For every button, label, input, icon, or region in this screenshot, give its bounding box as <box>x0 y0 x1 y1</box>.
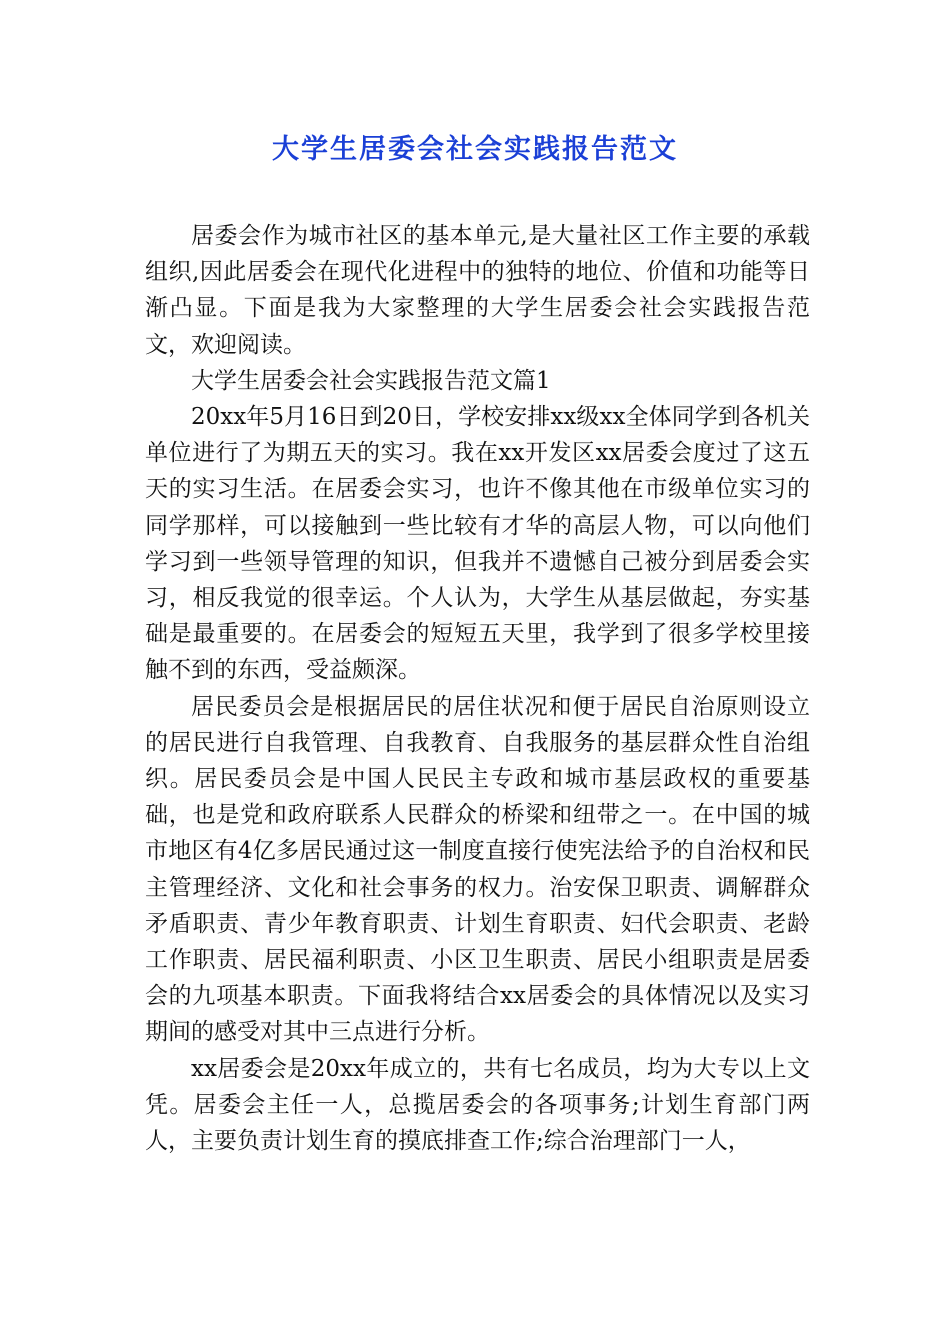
paragraph-section-heading: 大学生居委会社会实践报告范文篇1 <box>191 367 551 394</box>
paragraph-committee-duties: 居民委员会是根据居民的居住状况和便于居民自治原则设立的居民进行自我管理、自我教育、自我服务的基层群众性自治组织。居民委员会是中国人民民主专政和城市基层政权的重要基础，也是党和政府联系人民群众的桥梁和纽带之一。在中国的城市地区有4亿多居民通过这一制度直接行使宪法给予的自治权和民主管理经济、文化和社会事务的权力。治安保卫职责、调解群众矛盾职责、青少年教育职责、计划生育职责、妇代会职责、老龄工作职责、居民福利职责、小区卫生职责、居民小组职责是居委会的九项基本职责。下面我将结合xx居委会的具体情况以及实习期间的感受对其中三点进行分析。 <box>145 693 810 1046</box>
paragraph-committee-members: xx居委会是20xx年成立的，共有七名成员，均为大专以上文凭。居委会主任一人，总揽居委会的各项事务;计划生育部门两人，主要负责计划生育的摸底排查工作;综合治理部门一人， <box>145 1055 810 1155</box>
paragraph-internship: 20xx年5月16日到20日，学校安排xx级xx全体同学到各机关单位进行了为期五天的实习。我在xx开发区xx居委会度过了这五天的实习生活。在居委会实习，也许不像其他在市级单位实习的同学那样，可以接触到一些比较有才华的高层人物，可以向他们学习到一些领导管理的知识，但我并不遗憾自己被分到居委会实习，相反我觉的很幸运。个人认为，大学生从基层做起，夯实基础是最重要的。在居委会的短短五天里，我学到了很多学校里接触不到的东西，受益颇深。 <box>145 404 810 684</box>
paragraph-intro: 居委会作为城市社区的基本单元,是大量社区工作主要的承载组织,因此居委会在现代化进程中的独特的地位、价值和功能等日渐凸显。下面是我为大家整理的大学生居委会社会实践报告范文，欢迎阅读。 <box>145 223 810 358</box>
document-title: 大学生居委会社会实践报告范文 <box>272 134 678 165</box>
document-body <box>145 218 810 1159</box>
